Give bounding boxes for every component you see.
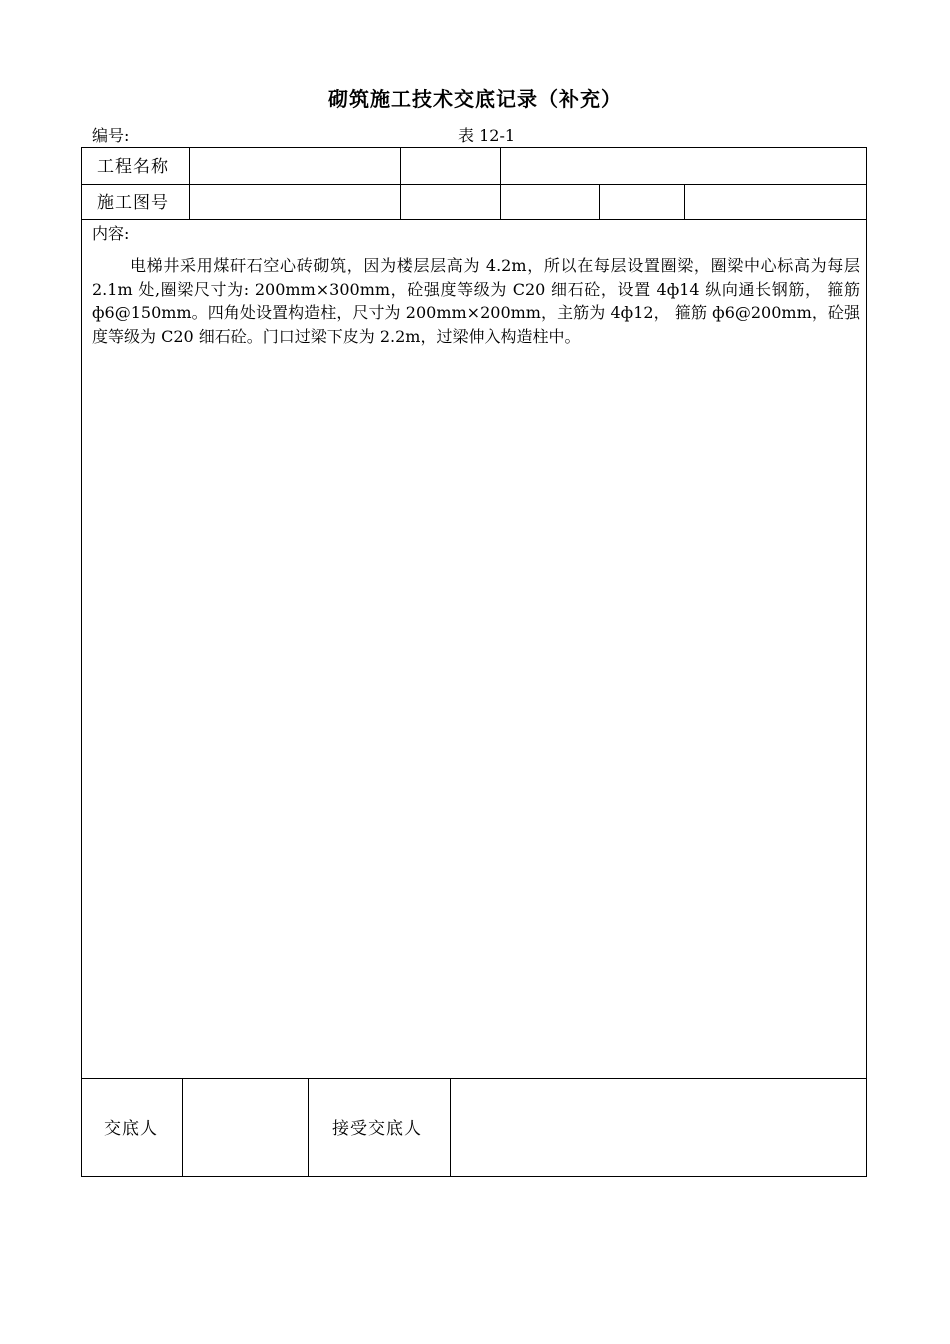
project-name-value-field[interactable] xyxy=(501,148,866,184)
discloser-label: 交底人 xyxy=(104,1119,158,1139)
drawing-number-label: 施工图号 xyxy=(97,193,169,213)
drawing-number-extra-field-4[interactable] xyxy=(685,185,866,219)
drawing-number-extra-field-2[interactable] xyxy=(501,185,599,219)
discloser-signature-field[interactable] xyxy=(183,1079,308,1176)
content-label: 内容: xyxy=(92,224,130,243)
drawing-number-extra-field-1[interactable] xyxy=(401,185,500,219)
receiver-signature-field[interactable] xyxy=(451,1079,866,1176)
project-name-field[interactable] xyxy=(190,148,400,184)
form-code: 表 12-1 xyxy=(458,126,516,145)
content-text: 电梯井采用煤矸石空心砖砌筑，因为楼层层高为 4.2m，所以在每层设置圈梁，圈梁中心标高为每层 2.1m 处,圈梁尺寸为: 200mm×300mm，砼强度等级为 C20 细石砼，设置 4ф14 纵向通长钢筋， 箍筋 ф6@150mm。四角处设置构造柱，尺寸为 200mm×200mm，主筋为 4ф12， 箍筋 ф6@200mm，砼强度等级为 C20 细石砼。门口过梁下皮为 2.2m，过梁伸入构造柱中。 xyxy=(92,256,860,346)
sign-divider-b xyxy=(308,1079,309,1176)
drawing-number-extra-field-3[interactable] xyxy=(600,185,684,219)
project-name-extra-field[interactable] xyxy=(401,148,500,184)
drawing-number-field[interactable] xyxy=(190,185,400,219)
record-number-label: 编号: xyxy=(92,126,130,145)
document-title: 砌筑施工技术交底记录（补充） xyxy=(328,87,622,111)
row-divider-2 xyxy=(82,219,867,220)
project-name-label: 工程名称 xyxy=(97,157,169,177)
receiver-label: 接受交底人 xyxy=(332,1119,422,1139)
